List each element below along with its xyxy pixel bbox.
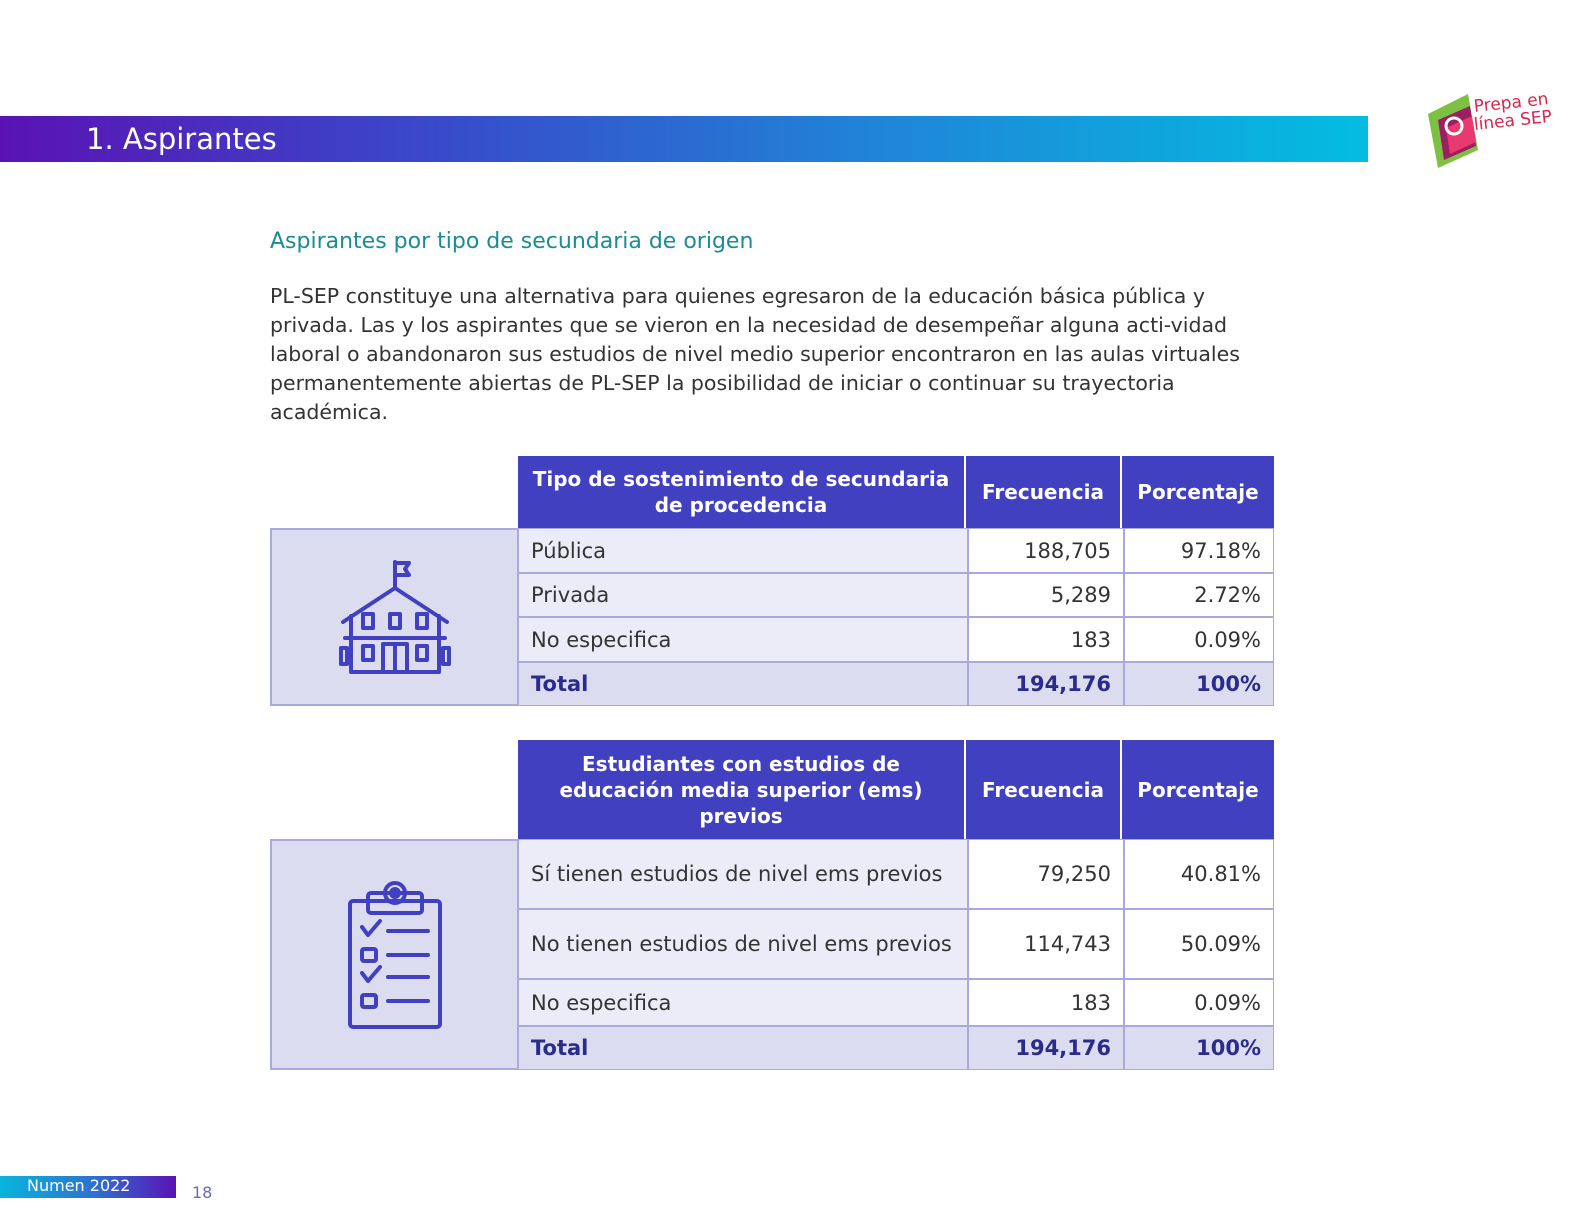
total-frecuencia: 194,176 [968,662,1124,706]
row-label: No especifica [518,617,968,662]
row-label: No especifica [518,979,968,1026]
row-porcentaje: 40.81% [1124,839,1274,909]
row-frecuencia: 183 [968,979,1124,1026]
header-porcentaje: Porcentaje [1122,740,1274,839]
total-frecuencia: 194,176 [968,1026,1124,1070]
total-porcentaje: 100% [1124,1026,1274,1070]
row-label: Privada [518,573,968,617]
section-header-title: 1. Aspirantes [86,122,277,156]
table-secondary-type [270,456,1274,706]
row-frecuencia: 5,289 [968,573,1124,617]
row-label: Pública [518,528,968,573]
total-label: Total [518,1026,968,1070]
table-header-row [518,456,1274,528]
school-building-icon [337,558,453,676]
row-porcentaje: 97.18% [1124,528,1274,573]
row-frecuencia: 114,743 [968,909,1124,979]
intro-paragraph: PL-SEP constituye una alternativa para quienes egresaron de la educación básica pública y privada. Las y los aspirantes que se vieron en la necesidad de desempeñar alguna acti-vidad laboral o abandonaron sus estudios de nivel medio superior encontraron en las aulas virtuales permanentemente abiertas de PL-SEP la posibilidad de iniciar o continuar su trayectoria académica. [270,284,1240,424]
row-porcentaje: 50.09% [1124,909,1274,979]
row-label: No tienen estudios de nivel ems previos [518,909,968,979]
total-porcentaje: 100% [1124,662,1274,706]
prepa-en-linea-logo [1424,90,1564,172]
row-porcentaje: 0.09% [1124,617,1274,662]
row-porcentaje: 0.09% [1124,979,1274,1026]
row-frecuencia: 188,705 [968,528,1124,573]
row-frecuencia: 183 [968,617,1124,662]
logo-text: Prepa en línea SEP [1472,89,1553,135]
header-frecuencia: Frecuencia [966,740,1122,839]
row-porcentaje: 2.72% [1124,573,1274,617]
clipboard-checklist-icon [346,879,444,1031]
header-frecuencia: Frecuencia [966,456,1122,528]
header-estudiantes-ems: Estudiantes con estudios de educación media superior (ems) previos [518,740,966,839]
row-label: Sí tienen estudios de nivel ems previos [518,839,968,909]
section-subtitle: Aspirantes por tipo de secundaria de origen [270,229,754,254]
footer-publication-label: Numen 2022 [27,1176,131,1195]
page-number: 18 [192,1183,213,1202]
header-tipo-sostenimiento: Tipo de sostenimiento de secundaria de procedencia [518,456,966,528]
header-porcentaje: Porcentaje [1122,456,1274,528]
school-icon-cell [270,528,519,706]
table-header-row [518,740,1274,839]
table-ems-studies [270,740,1274,1070]
row-frecuencia: 79,250 [968,839,1124,909]
clipboard-icon-cell [270,839,519,1070]
section-header-bar [0,116,1368,162]
total-label: Total [518,662,968,706]
